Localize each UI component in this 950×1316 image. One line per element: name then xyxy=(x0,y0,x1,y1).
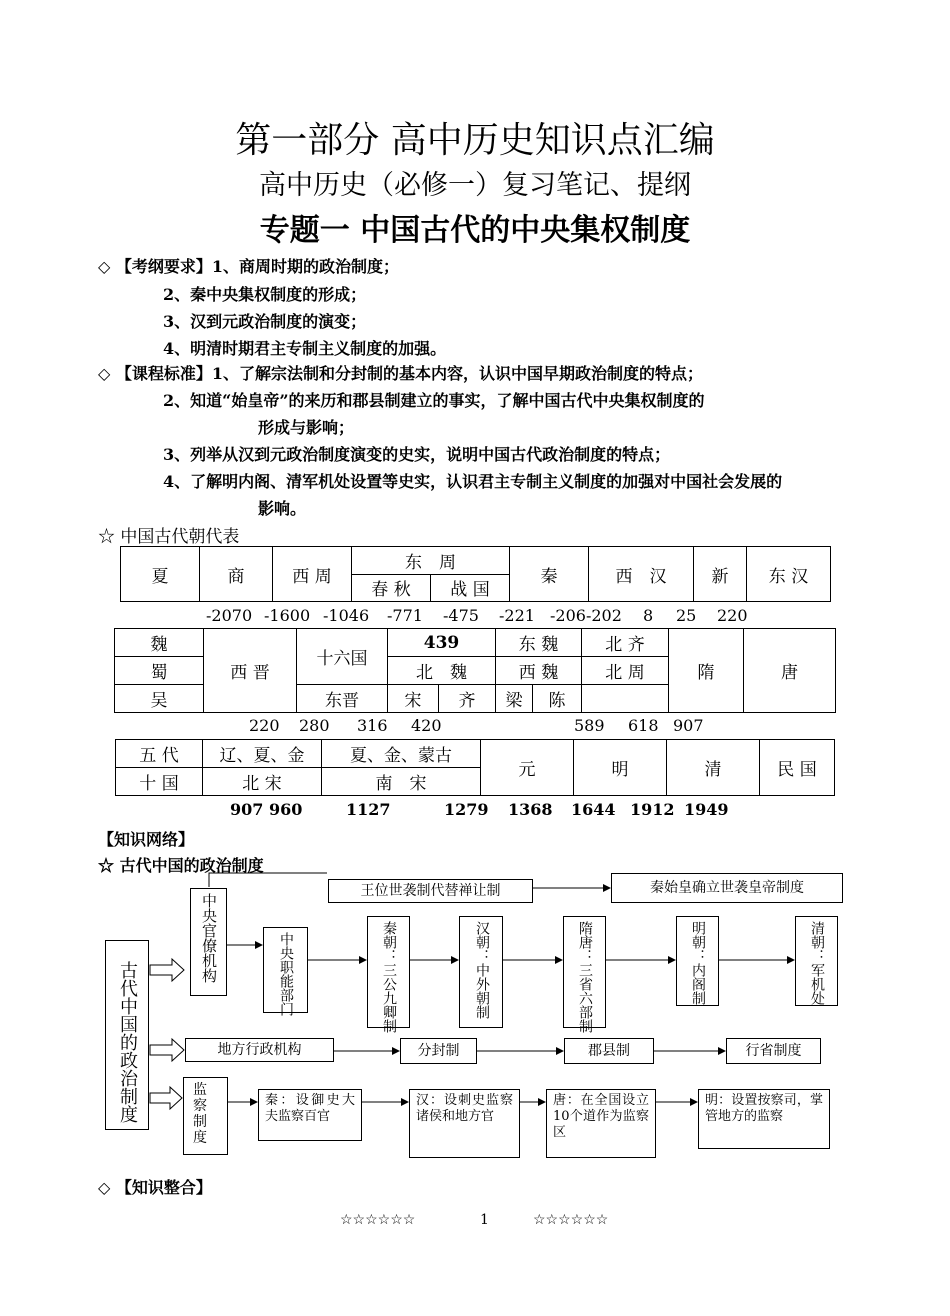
cell-liang: 梁 xyxy=(496,685,533,713)
shihuang-box: 秦始皇确立世袭皇帝制度 xyxy=(611,873,843,903)
cell-chen: 陈 xyxy=(533,685,582,713)
year-label: 25 xyxy=(676,606,697,625)
standards-item: 影响。 xyxy=(258,499,307,518)
year-label: 1912 xyxy=(630,800,675,819)
cell-song: 宋 xyxy=(388,685,439,713)
year-label: -1600 xyxy=(264,606,311,625)
year-label: 589 xyxy=(574,716,605,735)
year-label: 420 xyxy=(411,716,442,735)
cell-dongzhou: 东 周 xyxy=(352,547,510,575)
cell-yuan: 元 xyxy=(481,740,574,796)
cell-qi: 齐 xyxy=(439,685,496,713)
year-label: 960 xyxy=(269,800,303,819)
year-label: -1046 xyxy=(323,606,370,625)
local-box: 地方行政机构 xyxy=(185,1038,334,1062)
cell-qing: 清 xyxy=(667,740,760,796)
year-label: 907 xyxy=(230,800,264,819)
central-box: 中央官僚机构 xyxy=(190,888,227,996)
fenfeng-box: 分封制 xyxy=(400,1038,477,1064)
year-label: 1279 xyxy=(444,800,489,819)
cell-439: 439 xyxy=(388,629,496,657)
qing-central-box: 清朝：军机处 xyxy=(795,916,838,1006)
han-jiancha-box: 汉：设刺史监察诸侯和地方官 xyxy=(409,1089,520,1158)
standards-item: 2、知道“始皇帝”的来历和郡县制建立的事实，了解中国古代中央集权制度的 xyxy=(163,391,705,410)
suitang-central-box: 隋唐：三省六部制 xyxy=(563,916,606,1028)
year-label: 907 xyxy=(673,716,704,735)
wangwei-box: 王位世袭制代替禅让制 xyxy=(328,879,533,903)
cell-xiajinmenggu: 夏、金、蒙古 xyxy=(322,740,481,768)
year-label: 280 xyxy=(299,716,330,735)
exam-req-item: 3、汉到元政治制度的演变； xyxy=(163,312,367,331)
ming-central-box: 明朝：内阁制 xyxy=(676,916,719,1006)
cell-shiguo: 十 国 xyxy=(116,768,203,796)
political-title: ☆ 古代中国的政治制度 xyxy=(98,856,264,875)
cell-shang: 商 xyxy=(200,547,273,602)
cell-chunqiu: 春 秋 xyxy=(352,574,431,602)
exam-req-item: 2、秦中央集权制度的形成； xyxy=(163,285,367,304)
cell-xin: 新 xyxy=(694,547,747,602)
year-label: 1644 xyxy=(571,800,616,819)
central-func-box: 中央职能部门 xyxy=(263,927,308,1013)
cell-xia: 夏 xyxy=(121,547,200,602)
standards-item: 形成与影响； xyxy=(258,418,355,437)
year-label: 1949 xyxy=(684,800,729,819)
cell-xizhou: 西 周 xyxy=(273,547,352,602)
cell-xihan: 西 汉 xyxy=(589,547,694,602)
cell-xiwei: 西 魏 xyxy=(496,657,582,685)
cell-minguo: 民 国 xyxy=(760,740,835,796)
cell-shiliuguo: 十六国 xyxy=(297,629,388,685)
footer-stars-left: ☆☆☆☆☆☆ xyxy=(340,1212,416,1228)
cell-shu: 蜀 xyxy=(115,657,204,685)
dynasty-table-title: ☆ 中国古代朝代表 xyxy=(98,527,240,547)
cell-wei: 魏 xyxy=(115,629,204,657)
cell-beiqi: 北 齐 xyxy=(582,629,669,657)
year-label: 220 xyxy=(249,716,280,735)
year-label: 1127 xyxy=(346,800,391,819)
qin-central-box: 秦朝：三公九卿制 xyxy=(367,916,410,1028)
cell-donghan: 东 汉 xyxy=(747,547,831,602)
cell-zhanguo: 战 国 xyxy=(431,574,510,602)
cell-ming: 明 xyxy=(574,740,667,796)
xingsheng-box: 行省制度 xyxy=(726,1038,821,1064)
page-number: 1 xyxy=(480,1212,489,1228)
standards-label: ◇ 【课程标准】1、了解宗法制和分封制的基本内容，认识中国早期政治制度的特点； xyxy=(98,364,704,383)
cell-qin: 秦 xyxy=(510,547,589,602)
cell-xijin: 西 晋 xyxy=(204,629,297,713)
year-label: 316 xyxy=(357,716,388,735)
network-title: 【知识网络】 xyxy=(98,830,195,849)
cell-sui: 隋 xyxy=(669,629,744,713)
qin-jiancha-box: 秦：设御史大夫监察百官 xyxy=(258,1089,362,1141)
year-label: 220 xyxy=(717,606,748,625)
year-label: 8 xyxy=(643,606,654,625)
jiancha-box: 监察制度 xyxy=(183,1077,228,1155)
year-label: -2070 xyxy=(206,606,253,625)
cell-wu: 吴 xyxy=(115,685,204,713)
junxian-box: 郡县制 xyxy=(564,1038,654,1064)
cell-wudai: 五 代 xyxy=(116,740,203,768)
ming-jiancha-box: 明：设置按察司，掌管地方的监察 xyxy=(698,1089,830,1149)
integration-title: ◇ 【知识整合】 xyxy=(98,1178,212,1197)
footer-stars-right: ☆☆☆☆☆☆ xyxy=(533,1212,609,1228)
page-title: 第一部分 高中历史知识点汇编 xyxy=(235,120,715,161)
cell-dongwei: 东 魏 xyxy=(496,629,582,657)
cell-dongjin: 东晋 xyxy=(297,685,388,713)
exam-req-item: 4、明清时期君主专制主义制度的加强。 xyxy=(163,339,447,358)
exam-req-label: ◇ 【考纲要求】1、商周时期的政治制度； xyxy=(98,257,400,276)
topic-title: 专题一 中国古代的中央集权制度 xyxy=(259,213,691,248)
root-box: 古代中国的政治制度 xyxy=(105,940,149,1130)
cell-nansong: 南 宋 xyxy=(322,768,481,796)
cell-liaoxiajin: 辽、夏、金 xyxy=(203,740,322,768)
year-label: -771 xyxy=(387,606,423,625)
year-label: -206-202 xyxy=(550,606,622,625)
standards-item: 4、了解明内阁、清军机处设置等史实，认识君主专制主义制度的加强对中国社会发展的 xyxy=(163,472,783,491)
year-label: 1368 xyxy=(508,800,553,819)
standards-item: 3、列举从汉到元政治制度演变的史实，说明中国古代政治制度的特点； xyxy=(163,445,671,464)
cell-tang: 唐 xyxy=(744,629,836,713)
year-label: -221 xyxy=(499,606,535,625)
han-central-box: 汉朝：中外朝制 xyxy=(459,916,503,1028)
page-subtitle: 高中历史（必修一）复习笔记、提纲 xyxy=(259,170,691,201)
year-label: -475 xyxy=(443,606,479,625)
cell-beiwei: 北 魏 xyxy=(388,657,496,685)
cell-beisong: 北 宋 xyxy=(203,768,322,796)
tang-jiancha-box: 唐：在全国设立10个道作为监察区 xyxy=(546,1089,656,1158)
year-label: 618 xyxy=(628,716,659,735)
cell-beizhou: 北 周 xyxy=(582,657,669,685)
